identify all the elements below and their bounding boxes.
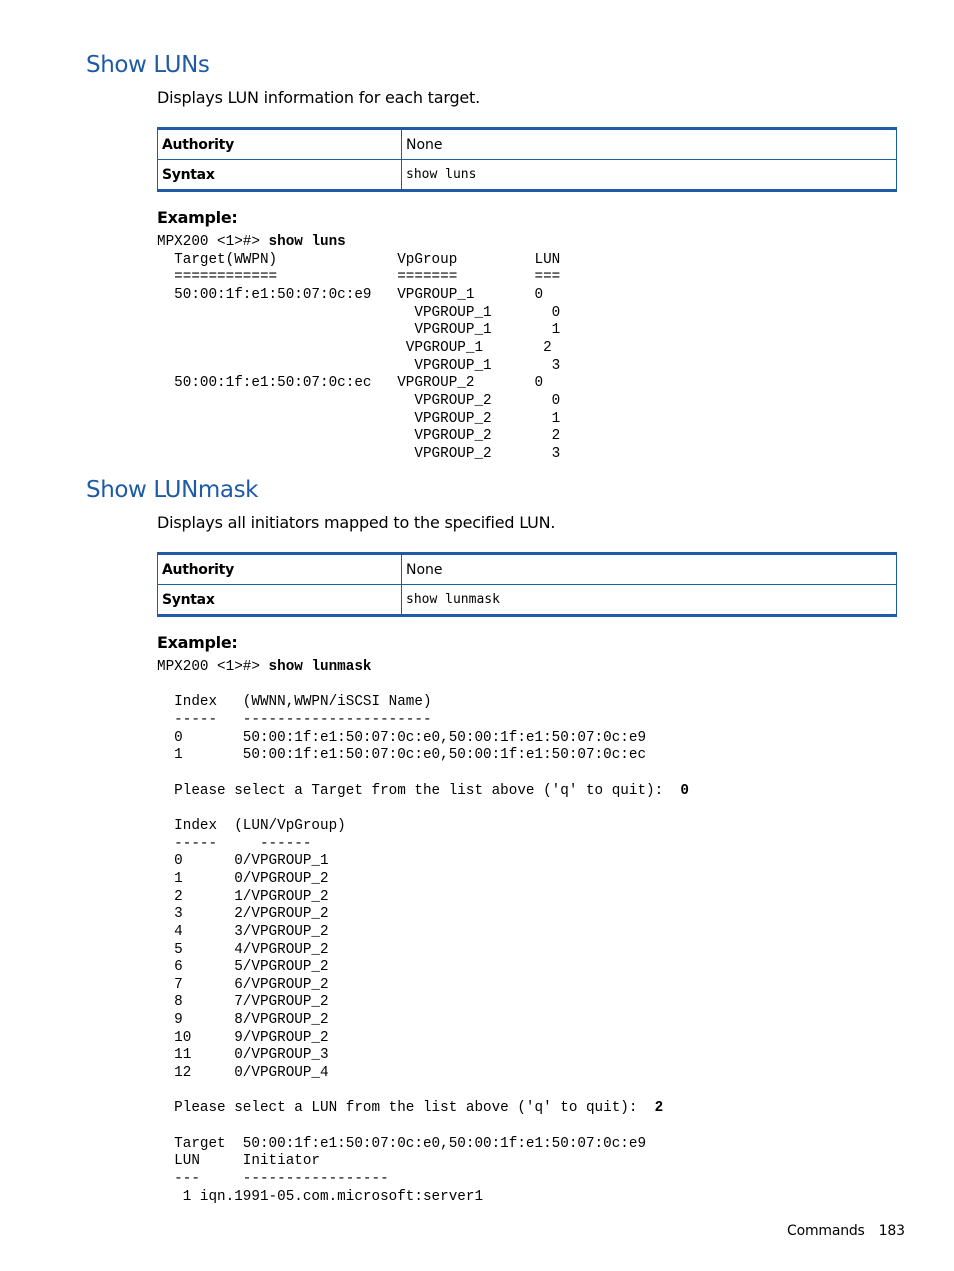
table-row: [158, 554, 897, 585]
lun-answer: 2: [654, 1100, 664, 1117]
example-code-block: [157, 659, 689, 1206]
table-row: [158, 160, 897, 191]
syntax-label: Syntax: [158, 585, 402, 616]
cli-prompt: MPX200 <1>#>: [157, 234, 269, 250]
syntax-label: Syntax: [158, 160, 402, 191]
command-output: Target 50:00:1f:e1:50:07:0c:e0,50:00:1f:e1:50:07:0c:e9 LUN Initiator --- ----------------- 1 iqn.1991-05.com.microsoft:server1: [174, 1135, 647, 1205]
syntax-value: show luns: [402, 160, 897, 191]
example-heading: Example:: [157, 208, 238, 227]
command-info-table: [157, 127, 897, 192]
authority-label: Authority: [158, 129, 402, 160]
authority-label: Authority: [158, 554, 402, 585]
page-footer: [787, 1223, 905, 1239]
example-heading: Example:: [157, 633, 238, 652]
table-row: [158, 585, 897, 616]
target-answer: 0: [680, 782, 689, 799]
cli-command: show luns: [268, 234, 346, 250]
authority-value: None: [402, 554, 897, 585]
syntax-value: show lunmask: [402, 585, 897, 616]
example-code-block: [157, 234, 560, 464]
command-output: Index (WWNN,WWPN/iSCSI Name) ----- ---------------------- 0 50:00:1f:e1:50:07:0c:e0,50:00:1f:e1:50:07:0c:e9 1 50:00:1f:e1:50:07:0c:e0,50:00:1f:e1:50:07:0c:ec Please select a Target from the list above ('q' to quit):: [174, 694, 664, 799]
command-info-table: [157, 552, 897, 617]
section-description: Displays LUN information for each target.: [157, 88, 481, 107]
cli-command: show lunmask: [268, 659, 372, 675]
command-output: Target(WWPN) VpGroup LUN ============ ======= === 50:00:1f:e1:50:07:0c:e9 VPGROUP_1 0 VPGROUP_1 0 VPGROUP_1 1 VPGROUP_1 2 VPGROUP_1 3 50:00:1f:e1:50:07:0c:ec VPGROUP_2 0 VPGROUP_2 0 VPGROUP_2 1 VPGROUP_2 2 VPGROUP_2 3: [174, 251, 561, 462]
section-description: Displays all initiators mapped to the specified LUN.: [157, 513, 556, 532]
section-heading-show-lunmask: Show LUNmask: [86, 477, 259, 503]
cli-prompt: MPX200 <1>#>: [157, 659, 269, 675]
table-row: [158, 129, 897, 160]
page-number: 183: [878, 1223, 905, 1239]
command-output: Index (LUN/VpGroup) ----- ------ 0 0/VPGROUP_1 1 0/VPGROUP_2 2 1/VPGROUP_2 3 2/VPGROUP_2 4 3/VPGROUP_2 5 4/VPGROUP_2 6 5/VPGROUP_2 7 6/VPGROUP_2 8 7/VPGROUP_2 9 8/VPGROUP_2 10 9/VPGROUP_2 11 0/VPGROUP_3 12 0/VPGROUP_4 Please select a LUN from the list above ('q' to quit):: [174, 817, 638, 1117]
footer-section-name: Commands: [787, 1223, 865, 1239]
section-heading-show-luns: Show LUNs: [86, 52, 210, 78]
authority-value: None: [402, 129, 897, 160]
